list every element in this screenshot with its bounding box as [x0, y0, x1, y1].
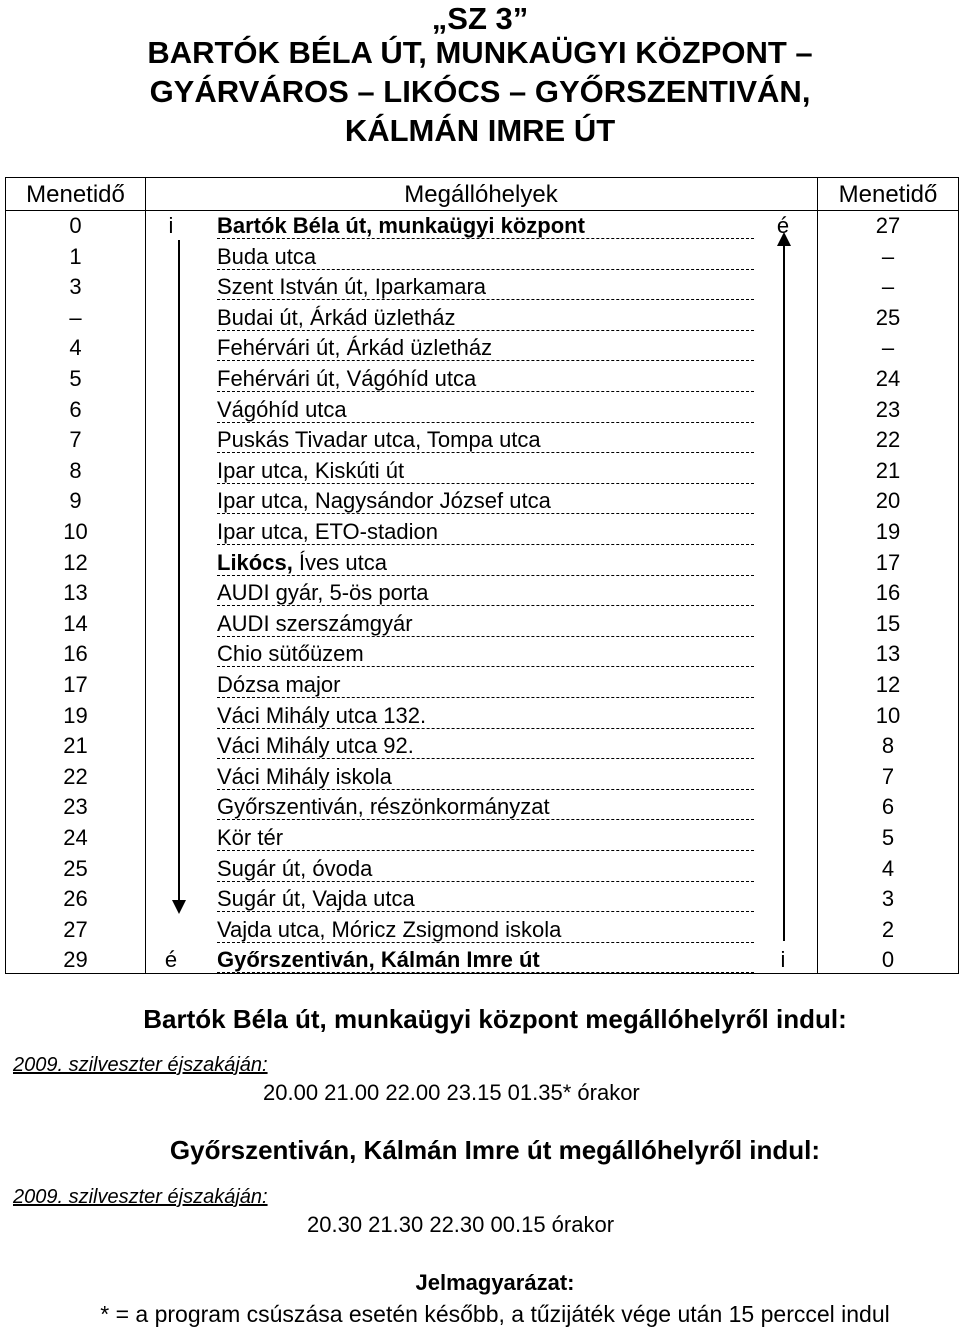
arrow-up-icon: [777, 232, 791, 246]
table-row: [6, 456, 958, 487]
travel-time-inbound: 25: [875, 304, 901, 330]
section-1-title: Bartók Béla út, munkaügyi központ megállóhelyről indul:: [143, 1004, 847, 1034]
route-title-line-1: BARTÓK BÉLA ÚT, MUNKAÜGYI KÖZPONT –: [147, 35, 813, 70]
legend-title: Jelmagyarázat:: [415, 1270, 575, 1295]
table-row: [6, 272, 958, 303]
travel-time-outbound: 1: [69, 243, 82, 269]
stop-name: Vajda utca, Móricz Zsigmond iskola: [217, 915, 754, 943]
stop-name: Puskás Tivadar utca, Tompa utca: [217, 425, 754, 453]
travel-time-inbound: –: [881, 243, 895, 269]
travel-time-outbound: 9: [69, 488, 82, 514]
travel-time-outbound: 27: [63, 916, 88, 942]
stop-name: Győrszentiván, részönkormányzat: [217, 792, 754, 820]
table-row: [6, 242, 958, 273]
section-2-times: 20.30 21.30 22.30 00.15 órakor: [307, 1212, 615, 1237]
table-row: [6, 792, 958, 823]
table-row: [6, 823, 958, 854]
travel-time-outbound: 4: [69, 335, 82, 361]
legend-text: * = a program csúszása esetén később, a tűzijáték vége után 15 perccel indul: [100, 1301, 890, 1327]
travel-time-outbound: 12: [63, 549, 88, 575]
table-row: [6, 945, 958, 976]
table-row: [6, 670, 958, 701]
travel-time-inbound: 12: [875, 672, 901, 697]
travel-time-inbound: 23: [875, 396, 901, 422]
travel-time-inbound: 13: [875, 641, 901, 667]
travel-time-outbound: 13: [63, 580, 88, 606]
table-row: [6, 639, 958, 670]
arrow-down-icon: [172, 900, 186, 914]
travel-time-outbound: 8: [69, 457, 82, 483]
travel-time-outbound: 17: [63, 672, 88, 697]
travel-time-inbound: 19: [875, 519, 901, 544]
travel-time-outbound: 25: [63, 855, 88, 881]
stop-name: Ipar utca, Nagysándor József utca: [217, 486, 754, 514]
stop-name: Váci Mihály iskola: [217, 762, 754, 790]
table-row: [6, 425, 958, 456]
stop-name: Ipar utca, ETO-stadion: [217, 517, 754, 545]
stop-name-rest: Íves utca: [292, 549, 387, 575]
stop-name: [217, 548, 754, 576]
table-row: [6, 762, 958, 793]
table-row: [6, 609, 958, 640]
table-row: [6, 395, 958, 426]
travel-time-inbound: 20: [875, 488, 901, 514]
stop-name: Sugár út, óvoda: [217, 854, 754, 882]
stop-name: Győrszentiván, Kálmán Imre út: [217, 945, 754, 973]
table-row: [6, 486, 958, 517]
stop-name-bold-part: Likócs,: [217, 549, 293, 575]
table-row: [6, 517, 958, 548]
travel-time-outbound: 23: [63, 794, 88, 820]
travel-time-inbound: 5: [881, 825, 895, 850]
travel-time-inbound: 22: [875, 427, 901, 453]
stop-name: Vágóhíd utca: [217, 395, 754, 423]
travel-time-inbound: 21: [875, 457, 901, 483]
travel-time-outbound: 16: [63, 641, 88, 667]
travel-time-inbound: 2: [881, 916, 895, 942]
stop-name: Váci Mihály utca 92.: [217, 731, 754, 759]
direction-marker-right: é: [776, 213, 790, 238]
stop-name: AUDI gyár, 5-ös porta: [217, 578, 754, 606]
section-1-subtitle: 2009. szilveszter éjszakáján:: [13, 1054, 268, 1076]
table-row: [6, 884, 958, 915]
stop-name: Dózsa major: [217, 670, 754, 698]
direction-down-line: [178, 240, 180, 905]
travel-time-inbound: –: [881, 274, 895, 300]
stop-name: Fehérvári út, Vágóhíd utca: [217, 364, 754, 392]
table-row: [6, 731, 958, 762]
travel-time-outbound: 10: [63, 519, 88, 544]
travel-time-outbound: 7: [69, 427, 82, 453]
stop-name: Chio sütőüzem: [217, 639, 754, 667]
travel-time-inbound: 0: [881, 947, 895, 973]
travel-time-outbound: 22: [63, 763, 88, 789]
travel-time-outbound: 14: [63, 610, 88, 636]
travel-time-outbound: 19: [63, 702, 88, 728]
travel-time-inbound: 8: [881, 733, 895, 759]
route-title-line-3: KÁLMÁN IMRE ÚT: [344, 113, 616, 148]
stop-name: Szent István út, Iparkamara: [217, 272, 754, 300]
travel-time-inbound: 24: [875, 366, 901, 391]
table-row: [6, 303, 958, 334]
table-row: [6, 548, 958, 579]
table-row: [6, 915, 958, 946]
travel-time-inbound: 7: [881, 763, 895, 789]
travel-time-inbound: 10: [875, 702, 901, 728]
table-row: [6, 854, 958, 885]
table-row: [6, 364, 958, 395]
travel-time-inbound: 27: [875, 213, 901, 238]
stop-name: Kör tér: [217, 823, 754, 851]
travel-time-outbound: 3: [69, 274, 82, 300]
section-2-title: Győrszentiván, Kálmán Imre út megállóhelyről indul:: [169, 1135, 821, 1165]
table-row: [6, 578, 958, 609]
route-title-line-2: GYÁRVÁROS – LIKÓCS – GYŐRSZENTIVÁN,: [149, 74, 811, 109]
travel-time-inbound: 6: [881, 794, 895, 820]
stop-name: Sugár út, Vajda utca: [217, 884, 754, 912]
travel-time-inbound: 16: [875, 580, 901, 606]
stop-name: Ipar utca, Kiskúti út: [217, 456, 754, 484]
stop-name: Buda utca: [217, 242, 754, 270]
stop-name: Bartók Béla út, munkaügyi központ: [217, 211, 754, 239]
section-1-times: 20.00 21.00 22.00 23.15 01.35* órakor: [263, 1080, 640, 1105]
stop-name: Váci Mihály utca 132.: [217, 701, 754, 729]
table-row: [6, 211, 958, 242]
travel-time-inbound: 15: [875, 610, 901, 636]
direction-marker-left: é: [164, 947, 178, 973]
route-number: „SZ 3”: [431, 1, 529, 36]
travel-time-outbound: –: [69, 304, 82, 330]
table-row: [6, 333, 958, 364]
travel-time-outbound: 21: [63, 733, 88, 759]
travel-time-outbound: 24: [63, 825, 88, 850]
travel-time-outbound: 5: [69, 366, 82, 391]
direction-marker-left: i: [168, 213, 174, 238]
stop-name: Budai út, Árkád üzletház: [217, 303, 754, 331]
direction-up-line: [783, 244, 785, 941]
timetable: [5, 177, 959, 974]
travel-time-inbound: 4: [881, 855, 895, 881]
stop-name: Fehérvári út, Árkád üzletház: [217, 333, 754, 361]
travel-time-outbound: 26: [63, 886, 88, 912]
travel-time-outbound: 29: [63, 947, 88, 973]
travel-time-outbound: 0: [69, 213, 82, 238]
header-stops: Megállóhelyek: [404, 181, 558, 208]
header-travel-time-left: Menetidő: [26, 181, 125, 208]
direction-marker-right: i: [780, 947, 786, 973]
section-2-subtitle: 2009. szilveszter éjszakáján:: [13, 1186, 268, 1208]
header-travel-time-right: Menetidő: [838, 181, 938, 208]
stop-name: AUDI szerszámgyár: [217, 609, 754, 637]
travel-time-outbound: 6: [69, 396, 82, 422]
travel-time-inbound: 17: [875, 549, 901, 575]
travel-time-inbound: 3: [881, 886, 895, 912]
table-row: [6, 701, 958, 732]
travel-time-inbound: –: [881, 335, 895, 361]
